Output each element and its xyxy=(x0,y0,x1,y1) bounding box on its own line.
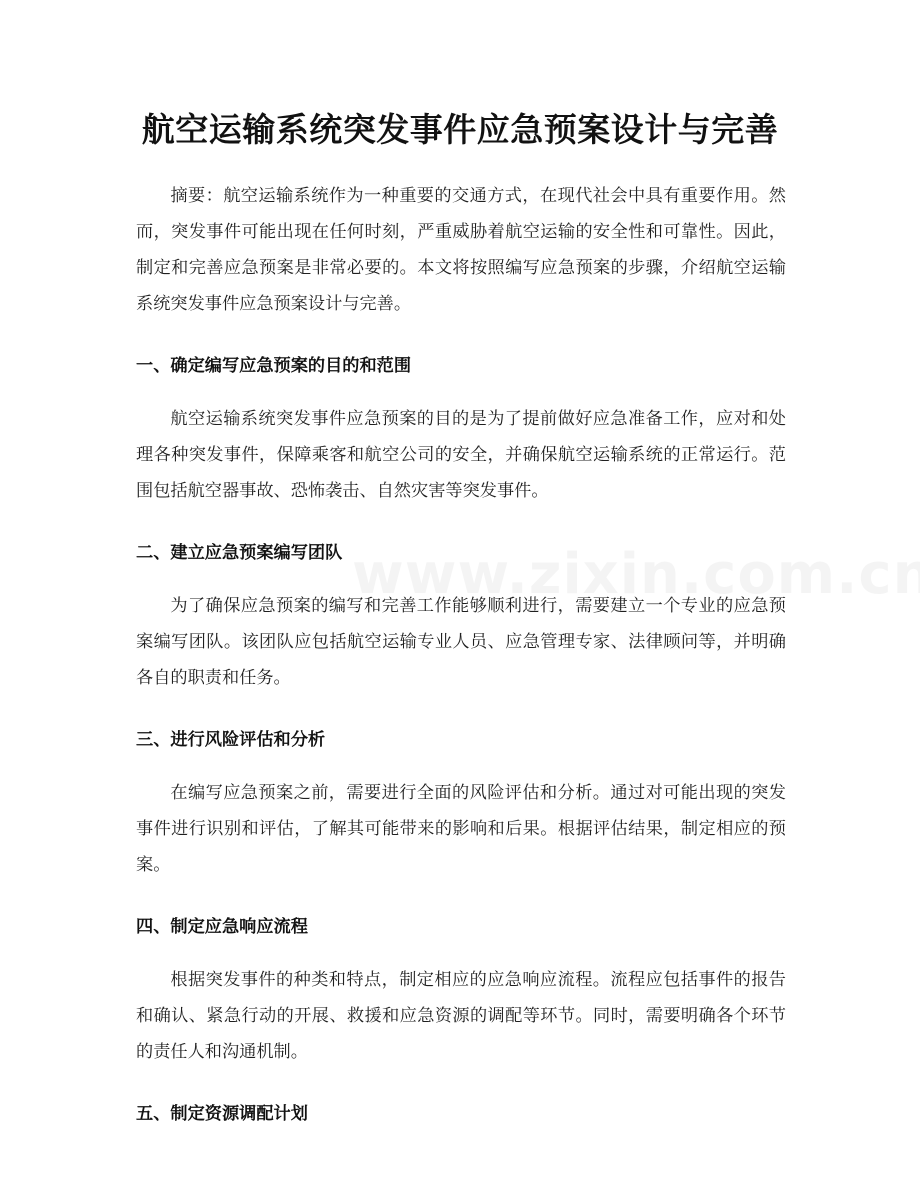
section-body-1: 航空运输系统突发事件应急预案的目的是为了提前做好应急准备工作，应对和处理各种突发事件，保障乘客和航空公司的安全，并确保航空运输系统的正常运行。范围包括航空器事故、恐怖袭击、自然灾害等突发事件。 xyxy=(136,409,786,501)
section-heading-3: 三、进行风险评估和分析 xyxy=(136,730,326,750)
document-title: 航空运输系统突发事件应急预案设计与完善 xyxy=(141,110,779,149)
section-heading-2: 二、建立应急预案编写团队 xyxy=(136,543,343,563)
section-heading-4: 四、制定应急响应流程 xyxy=(136,917,308,937)
section-body-2: 为了确保应急预案的编写和完善工作能够顺利进行，需要建立一个专业的应急预案编写团队。该团队应包括航空运输专业人员、应急管理专家、法律顾问等，并明确各自的职责和任务。 xyxy=(136,596,786,688)
section-body-4: 根据突发事件的种类和特点，制定相应的应急响应流程。流程应包括事件的报告和确认、紧急行动的开展、救援和应急资源的调配等环节。同时，需要明确各个环节的责任人和沟通机制。 xyxy=(136,970,786,1062)
abstract-paragraph: 摘要：航空运输系统作为一种重要的交通方式，在现代社会中具有重要作用。然而，突发事件可能出现在任何时刻，严重威胁着航空运输的安全性和可靠性。因此，制定和完善应急预案是非常必要的。本文将按照编写应急预案的步骤，介绍航空运输系统突发事件应急预案设计与完善。 xyxy=(136,186,786,314)
section-body-3: 在编写应急预案之前，需要进行全面的风险评估和分析。通过对可能出现的突发事件进行识别和评估，了解其可能带来的影响和后果。根据评估结果，制定相应的预案。 xyxy=(136,783,786,875)
section-heading-5: 五、制定资源调配计划 xyxy=(136,1104,308,1124)
section-heading-1: 一、确定编写应急预案的目的和范围 xyxy=(136,356,412,376)
document-body xyxy=(136,178,786,1149)
